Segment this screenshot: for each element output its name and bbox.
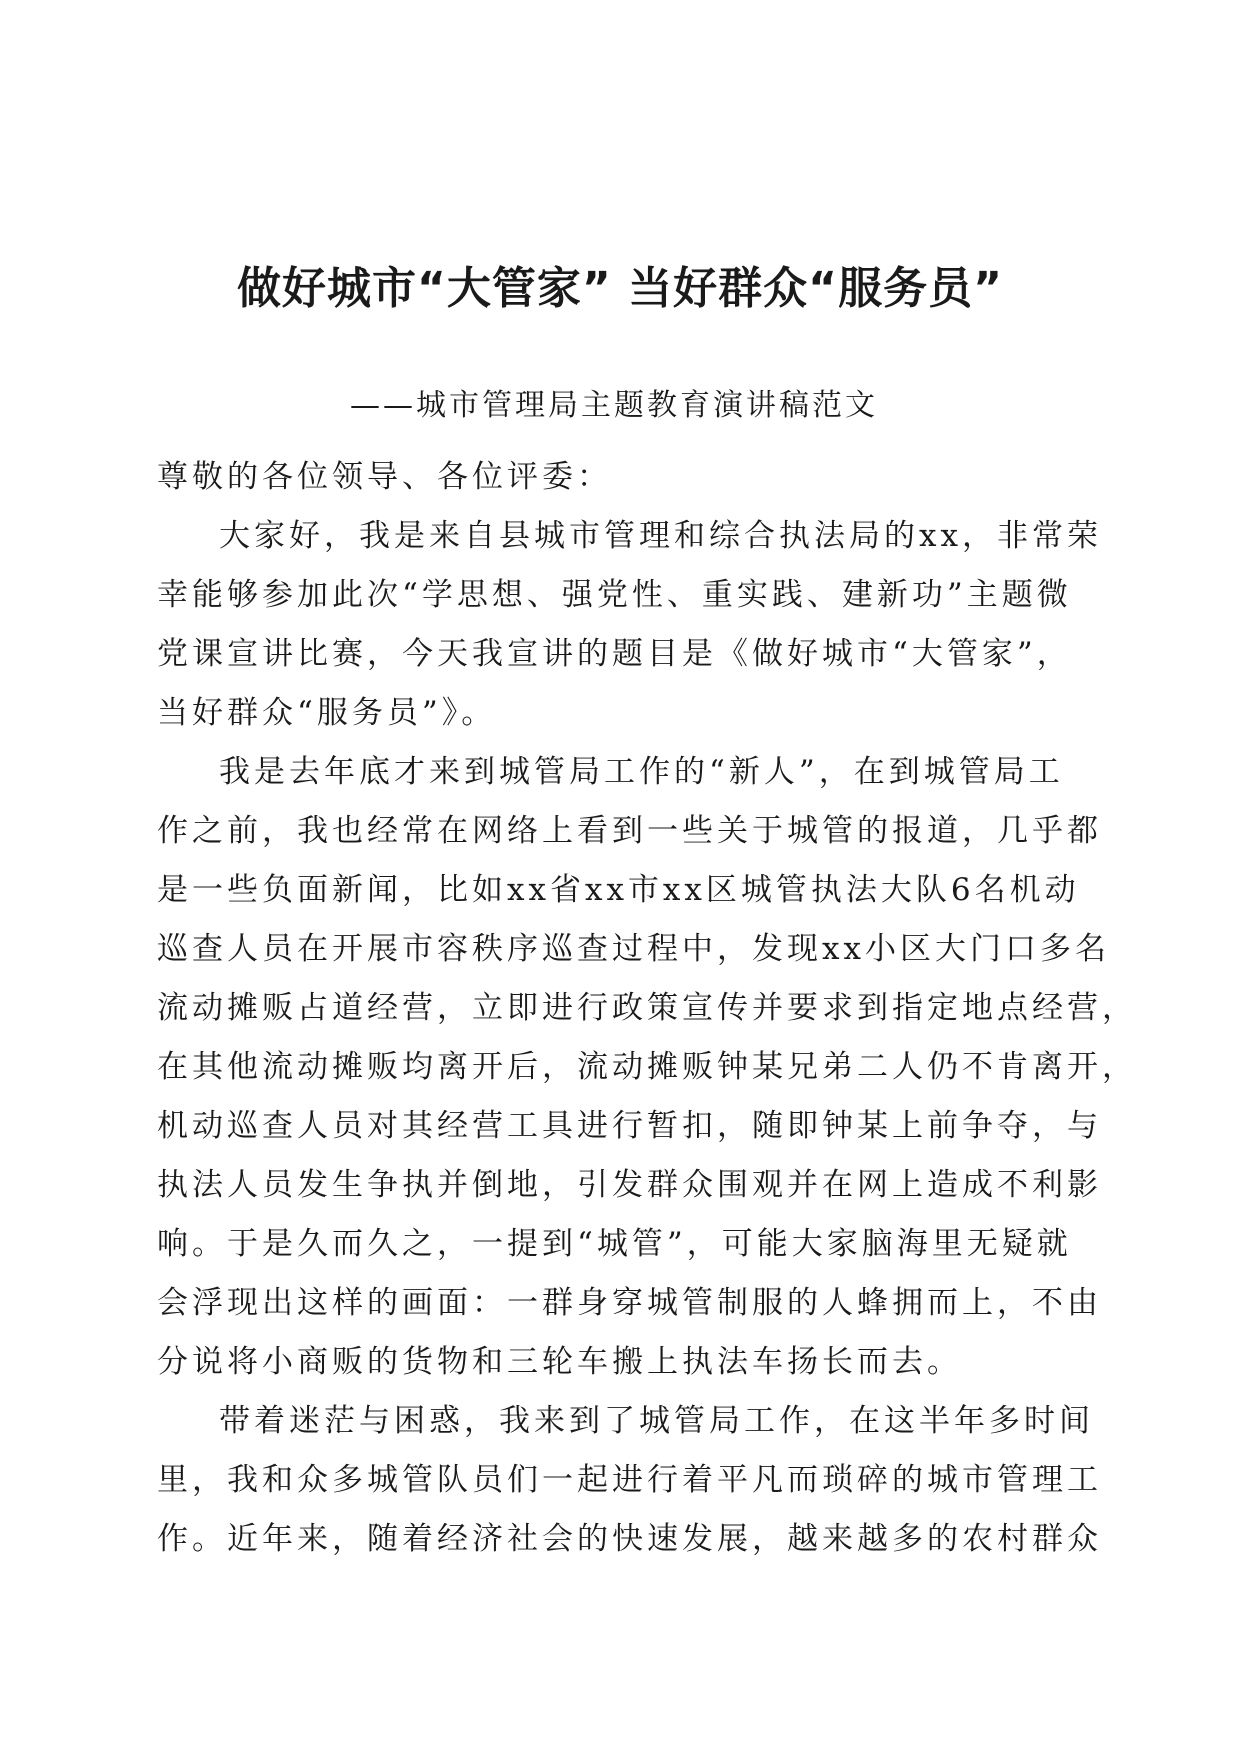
paragraph: [157, 743, 1137, 1392]
text-line: 我是去年底才来到城管局工作的“新人”，在到城管局工: [219, 754, 1064, 790]
document-subtitle: ——城市管理局主题教育演讲稿范文: [350, 388, 878, 423]
salutation: 尊敬的各位领导、各位评委：: [157, 459, 612, 495]
text-line: 幸能够参加此次“学思想、强党性、重实践、建新功”主题微: [157, 577, 1072, 613]
paragraph: [157, 507, 1102, 743]
text-line: 会浮现出这样的画面：一群身穿城管制服的人蜂拥而上，不由: [157, 1285, 1102, 1321]
text-line: 分说将小商贩的货物和三轮车搬上执法车扬长而去。: [157, 1344, 962, 1380]
paragraph: [157, 1392, 1102, 1569]
text-line: 是一些负面新闻，比如xx省xx市xx区城管执法大队6名机动: [157, 872, 1080, 908]
text-line: 在其他流动摊贩均离开后，流动摊贩钟某兄弟二人仍不肯离开，: [157, 1049, 1137, 1085]
text-line: 里，我和众多城管队员们一起进行着平凡而琐碎的城市管理工: [157, 1462, 1102, 1498]
document-title: 做好城市“大管家” 当好群众“服务员”: [237, 263, 1003, 314]
text-line: 机动巡查人员对其经营工具进行暂扣，随即钟某上前争夺，与: [157, 1108, 1102, 1144]
text-line: 作。近年来，随着经济社会的快速发展，越来越多的农村群众: [157, 1521, 1102, 1557]
text-line: 带着迷茫与困惑，我来到了城管局工作，在这半年多时间: [219, 1403, 1094, 1439]
text-line: 作之前，我也经常在网络上看到一些关于城管的报道，几乎都: [157, 813, 1102, 849]
text-line: 大家好，我是来自县城市管理和综合执法局的xx，非常荣: [219, 518, 1102, 554]
text-line: 流动摊贩占道经营，立即进行政策宣传并要求到指定地点经营，: [157, 990, 1137, 1026]
text-line: 党课宣讲比赛，今天我宣讲的题目是《做好城市“大管家”，: [157, 636, 1072, 672]
document-body: [157, 448, 1137, 1569]
text-line: 响。于是久而久之，一提到“城管”，可能大家脑海里无疑就: [157, 1226, 1072, 1262]
text-line: 巡查人员在开展市容秩序巡查过程中，发现xx小区大门口多名: [157, 931, 1110, 967]
text-line: 执法人员发生争执并倒地，引发群众围观并在网上造成不利影: [157, 1167, 1102, 1203]
text-line: 当好群众“服务员”》。: [157, 695, 497, 731]
